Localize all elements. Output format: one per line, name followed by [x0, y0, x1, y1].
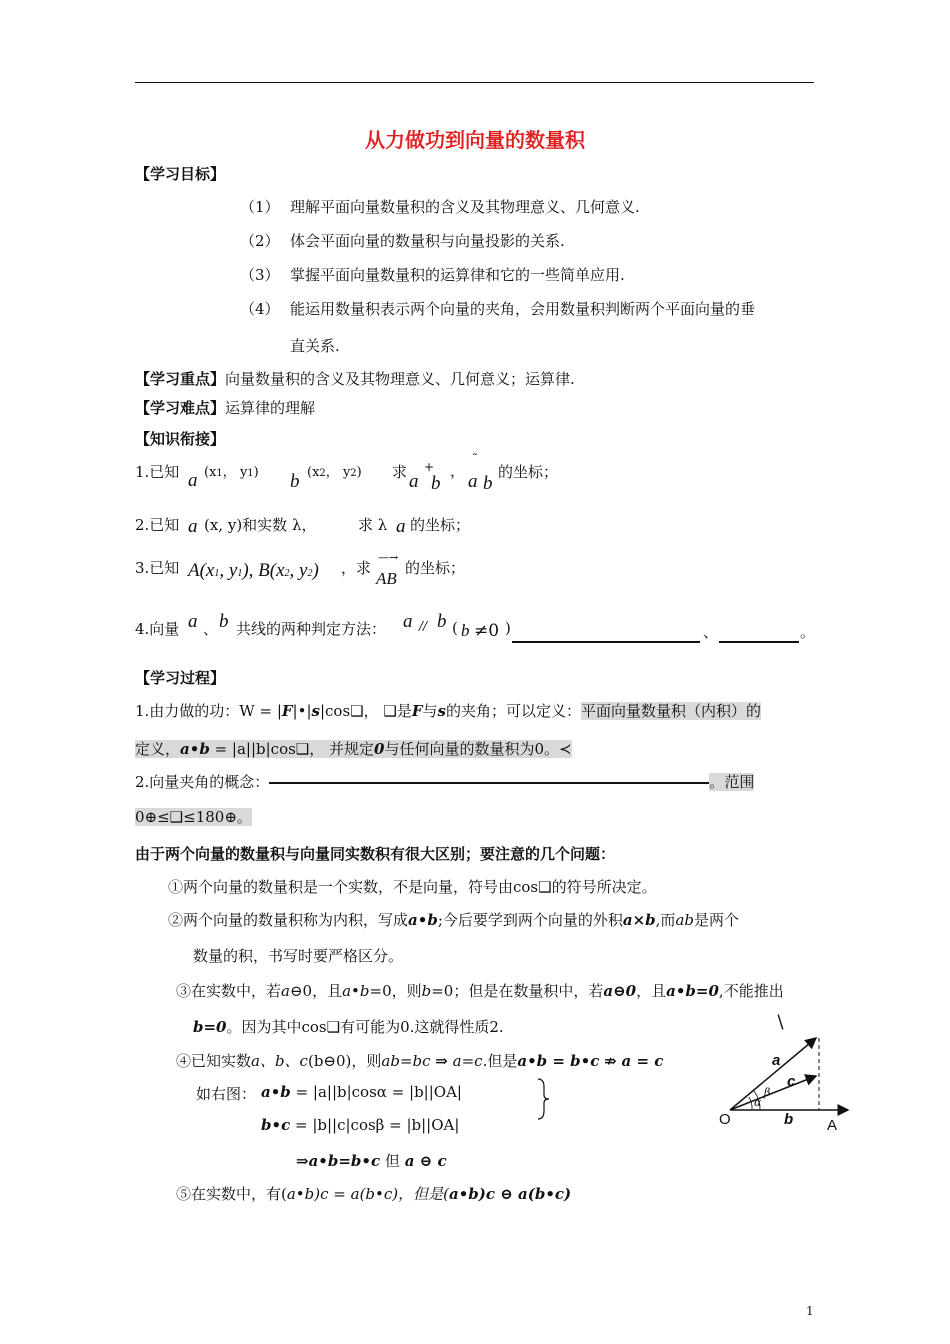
figure-label-c: c — [787, 1073, 796, 1090]
note-4-row3: ⇒a•b=b•c 但 a ⊖ c — [296, 1152, 447, 1170]
comma: ， — [450, 462, 466, 480]
q3-label: 3.已知 — [135, 559, 180, 577]
vector-a: a — [188, 470, 198, 491]
q2-tail: 的坐标； — [410, 516, 471, 534]
note-1: ①两个向量的数量积是一个实数，不是向量，符号由cos❑的符号所决定。 — [168, 878, 657, 896]
vector-a: a — [396, 516, 406, 537]
figure-label-alpha: α — [754, 1096, 762, 1109]
page-title: 从力做功到向量的数量积 — [365, 128, 585, 152]
note-2: ②两个向量的数量积称为内积，写成a•b;今后要学到两个向量的外积a×b,而ab是两个 — [168, 911, 739, 929]
vector-c-arrow — [730, 1076, 816, 1110]
plus-sign: + — [424, 460, 435, 474]
vector-a: a — [468, 471, 478, 492]
vector-b: b — [437, 611, 447, 632]
definition-highlight: 平面向量数量积（内积）的 — [580, 702, 761, 720]
difficulty-text: 运算律的理解 — [225, 399, 316, 417]
goal-num: （2） — [240, 232, 280, 250]
vector-a-arrow — [730, 1038, 816, 1110]
note-4-fig-label: 如右图： — [196, 1085, 257, 1103]
page-number: 1 — [806, 1304, 814, 1318]
note-4-row1: a•b = |a||b|cosα = |b||OA| — [261, 1083, 462, 1101]
vector-b: b — [219, 611, 229, 632]
goal-text: 理解平面向量数量积的含义及其物理意义、几何意义. — [290, 198, 640, 216]
goal-num: （3） — [240, 266, 280, 284]
focus-heading: 【学习重点】 — [135, 370, 226, 388]
note-2-cont: 数量的积，书写时要严格区分。 — [193, 947, 404, 965]
q1-a-x: (x — [204, 465, 217, 480]
vector-a: a — [188, 611, 198, 632]
figure-label-a: a — [772, 1052, 781, 1069]
process-p1-line2: 定义，a•b = |a||b|cos❑， 并规定0与任何向量的数量积为0。≺ — [135, 740, 572, 758]
arrow-over: —→ — [378, 551, 399, 564]
header-rule — [135, 82, 814, 83]
note-3: ③在实数中，若a⊖0，且a•b=0，则b=0；但是在数量积中，若a⊖0，且a•b=0,不能推出 — [176, 982, 784, 1000]
q2-label: 2.已知 — [135, 516, 180, 534]
goal-num: （4） — [240, 300, 280, 318]
vector-b: b — [431, 473, 441, 494]
right-brace — [535, 1077, 551, 1121]
difficulty-heading: 【学习难点】 — [135, 399, 226, 417]
vector-AB: AB — [376, 569, 397, 588]
figure-backslash: ∖ — [774, 1012, 786, 1033]
answer-blank[interactable] — [512, 641, 700, 643]
note-3-cont: b=0。因为其中cos❑有可能为0.这就得性质2. — [193, 1018, 504, 1036]
goal-text: 掌握平面向量数量积的运算律和它的一些简单应用. — [290, 266, 625, 284]
paren-close: ) — [505, 619, 511, 637]
tilde: ˜ — [472, 452, 478, 466]
vector-b: b — [290, 471, 300, 492]
q3-tail: 的坐标； — [405, 559, 466, 577]
goal-num: （1） — [240, 198, 280, 216]
process-p2-line2: 0⊕≤❑≤180⊕。 — [135, 808, 252, 826]
goals-heading: 【学习目标】 — [135, 165, 226, 183]
q2-ask: 求 λ — [358, 516, 388, 534]
parallel-sign: // — [419, 619, 428, 633]
paren-open: ( — [452, 619, 458, 637]
q4-label: 4.向量 — [135, 620, 180, 638]
q4-mid: 共线的两种判定方法： — [236, 620, 387, 638]
knowledge-heading: 【知识衔接】 — [135, 430, 226, 448]
vector-b: b — [483, 473, 493, 494]
q4-dun: 、 — [703, 623, 719, 641]
q1-ask: 求 — [392, 463, 408, 481]
q2-mid: (x, y)和实数 λ， — [204, 516, 317, 534]
process-p2: 2.向量夹角的概念： 。范围 — [135, 773, 755, 791]
figure-label-A: A — [827, 1117, 838, 1134]
note-4: ④已知实数a、b、c(b⊖0)，则ab=bc ⇒ a=c.但是a•b = b•c ⇏ a = c — [176, 1052, 664, 1070]
figure-label-b: b — [784, 1111, 794, 1128]
note-4-row2: b•c = |b||c|cosβ = |b||OA| — [261, 1116, 460, 1134]
q1-label: 1.已知 — [135, 463, 180, 481]
goal-text-cont: 直关系. — [290, 337, 340, 355]
note-5: ⑤在实数中，有(a•b)c = a(b•c)，但是(a•b)c ⊖ a(b•c) — [176, 1185, 572, 1203]
goal-text: 能运用数量积表示两个向量的夹角，会用数量积判断两个平面向量的垂 — [290, 300, 756, 318]
notes-heading: 由于两个向量的数量积与向量同实数积有很大区别；要注意的几个问题： — [135, 845, 616, 863]
answer-blank[interactable] — [269, 782, 709, 784]
vector-a: a — [403, 611, 413, 632]
focus-text: 向量数量积的含义及其物理意义、几何意义；运算律. — [225, 370, 575, 388]
figure-label-beta: β — [764, 1086, 771, 1099]
answer-blank[interactable] — [719, 641, 799, 643]
vector-b: b — [461, 621, 470, 640]
q3-coords: A(x1, y1), B(x2, y2) — [188, 560, 319, 581]
q1-b-x: (x — [307, 465, 320, 480]
goal-text: 体会平面向量的数量积与向量投影的关系. — [290, 232, 565, 250]
vector-a: a — [188, 516, 198, 537]
figure-label-O: O — [719, 1111, 731, 1128]
neq-zero: ≠0 — [474, 621, 500, 641]
q3-ask: ，求 — [341, 559, 372, 577]
q1-tail: 的坐标； — [498, 463, 559, 481]
q4-sep: 、 — [203, 620, 219, 638]
process-p1: 1.由力做的功：W = |F|•|s|cos❑， ❑是F与s的夹角；可以定义：平面向量数量积（内积）的 — [135, 702, 761, 720]
vector-a: a — [409, 471, 419, 492]
process-heading: 【学习过程】 — [135, 669, 226, 687]
q4-end: 。 — [800, 623, 816, 641]
